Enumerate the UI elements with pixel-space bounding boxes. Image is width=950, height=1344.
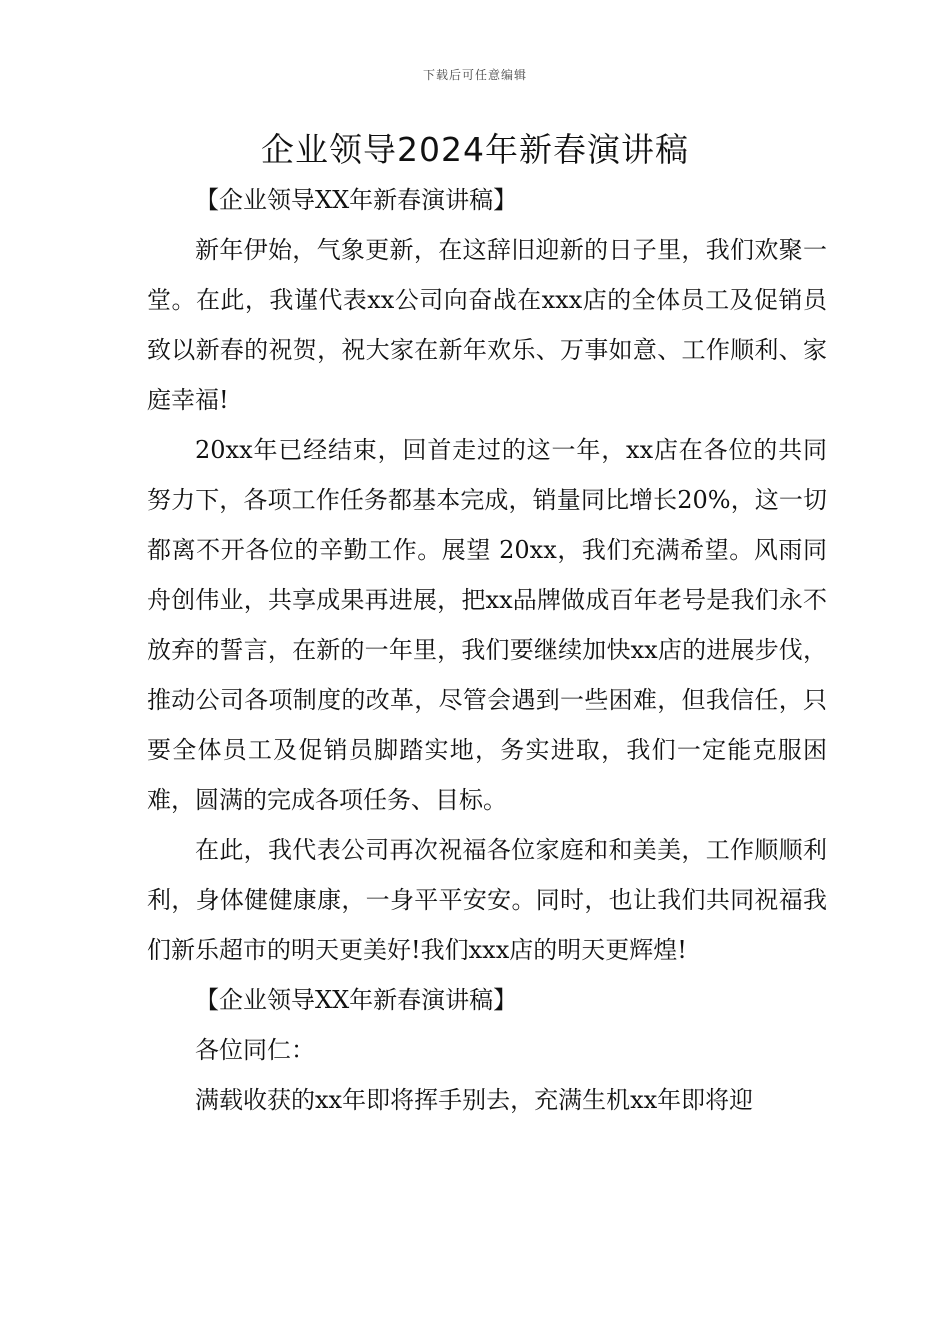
section-heading: 【企业领导XX年新春演讲稿】 [195,186,518,214]
paragraph: 满载收获的xx年即将挥手别去，充满生机xx年即将迎 [195,1086,754,1114]
paragraph: 新年伊始，气象更新，在这辞旧迎新的日子里，我们欢聚一堂。在此，我谨代表xx公司向奋战在xxx店的全体员工及促销员致以新春的祝贺，祝大家在新年欢乐、万事如意、工作顺利、家庭幸福! [147,236,827,414]
document-title: 企业领导2024年新春演讲稿 [261,130,689,169]
document-body [147,175,827,1125]
paragraph: 在此，我代表公司再次祝福各位家庭和和美美，工作顺顺利利，身体健健康康，一身平平安安。同时，也让我们共同祝福我们新乐超市的明天更美好!我们xxx店的明天更辉煌! [147,836,827,964]
header-note: 下载后可任意编辑 [422,68,527,82]
salutation: 各位同仁： [195,1036,315,1064]
paragraph: 20xx年已经结束，回首走过的这一年，xx店在各位的共同努力下，各项工作任务都基本完成，销量同比增长20%，这一切都离不开各位的辛勤工作。展望 20xx，我们充满希望。风雨同舟创伟业，共享成果再进展，把xx品牌做成百年老号是我们永不放弃的誓言，在新的一年里，我们要继续加快xx店的进展步伐，推动公司各项制度的改革，尽管会遇到一些困难，但我信任，只要全体员工及促销员脚踏实地，务实进取，我们一定能克服困难，圆满的完成各项任务、目标。 [147,436,827,814]
section-heading: 【企业领导XX年新春演讲稿】 [195,986,518,1014]
